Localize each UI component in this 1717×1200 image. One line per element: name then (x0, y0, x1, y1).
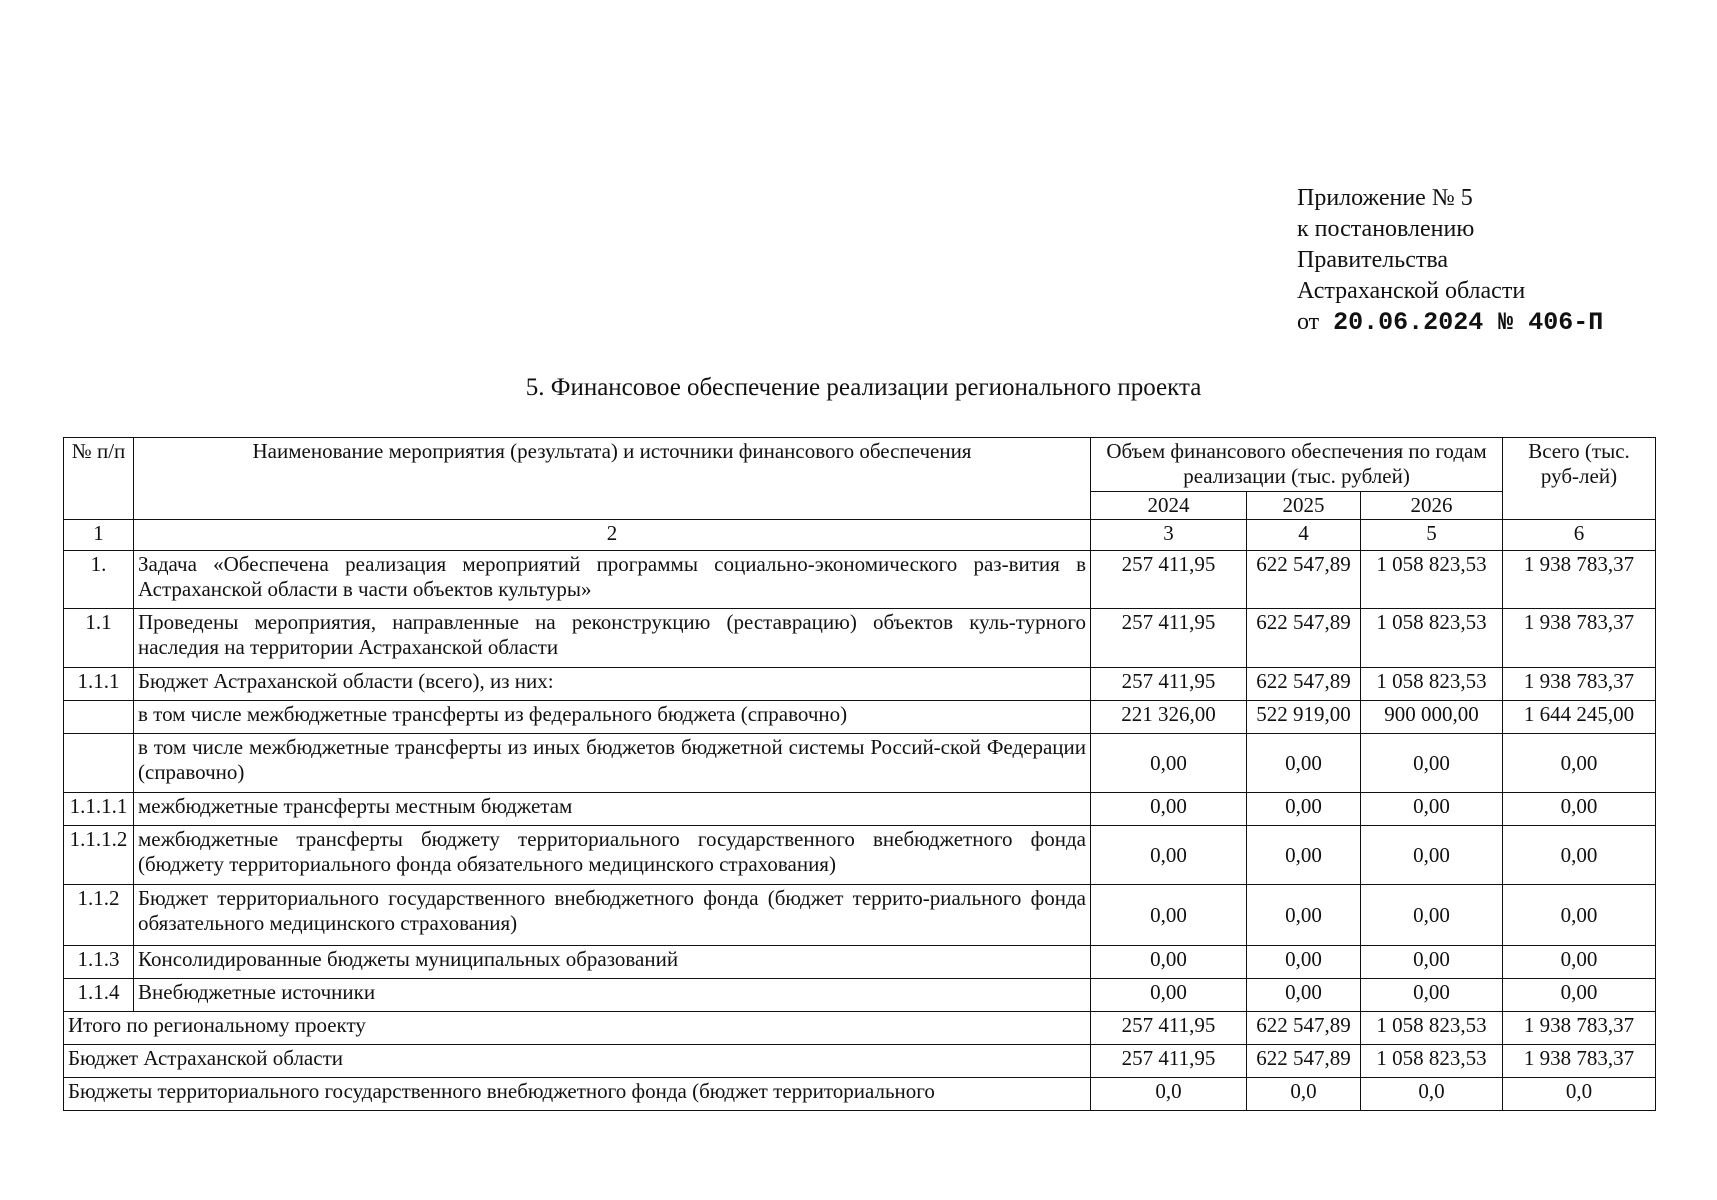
row-value-2024: 0,00 (1091, 793, 1247, 826)
row-value-2025: 0,00 (1247, 885, 1361, 946)
col-number-6: 6 (1503, 520, 1656, 551)
row-value-total: 0,00 (1503, 885, 1656, 946)
row-value-2025: 622 547,89 (1247, 609, 1361, 668)
row-name: Бюджет территориального государственного внебюджетного фонда (бюджет террито-риального фонда обязательного медицинского страхования) (134, 885, 1091, 946)
summary-value-2026: 1 058 823,53 (1361, 1012, 1503, 1045)
summary-value-total: 1 938 783,37 (1503, 1045, 1656, 1078)
table-row (64, 609, 1656, 668)
row-num: 1. (64, 551, 134, 609)
summary-name: Итого по региональному проекту (64, 1012, 1091, 1045)
row-num: 1.1.1.2 (64, 826, 134, 885)
row-value-total: 0,00 (1503, 734, 1656, 793)
row-value-total: 1 938 783,37 (1503, 551, 1656, 609)
row-value-2024: 0,00 (1091, 885, 1247, 946)
row-name: Консолидированные бюджеты муниципальных образований (134, 946, 1091, 979)
row-value-2026: 0,00 (1361, 979, 1503, 1012)
row-num (64, 701, 134, 734)
table-row (64, 793, 1656, 826)
row-name: межбюджетные трансферты местным бюджетам (134, 793, 1091, 826)
row-value-2025: 0,00 (1247, 734, 1361, 793)
row-value-2026: 0,00 (1361, 826, 1503, 885)
summary-value-2026: 1 058 823,53 (1361, 1045, 1503, 1078)
row-value-2026: 0,00 (1361, 793, 1503, 826)
summary-name: Бюджет Астраханской области (64, 1045, 1091, 1078)
header-total: Всего (тыс. руб-лей) (1503, 438, 1656, 520)
table-row (64, 826, 1656, 885)
table-row (64, 734, 1656, 793)
summary-value-2025: 622 547,89 (1247, 1012, 1361, 1045)
row-name: Проведены мероприятия, направленные на реконструкцию (реставрацию) объектов куль-турного наследия на территории Астраханской области (134, 609, 1091, 668)
row-value-total: 1 644 245,00 (1503, 701, 1656, 734)
col-number-2: 2 (134, 520, 1091, 551)
summary-value-2024: 257 411,95 (1091, 1045, 1247, 1078)
col-number-5: 5 (1361, 520, 1503, 551)
summary-row (64, 1012, 1656, 1045)
row-value-2026: 900 000,00 (1361, 701, 1503, 734)
row-value-total: 0,00 (1503, 826, 1656, 885)
col-number-3: 3 (1091, 520, 1247, 551)
row-value-2025: 0,00 (1247, 946, 1361, 979)
section-title: 5. Финансовое обеспечение реализации регионального проекта (525, 374, 1202, 401)
row-num: 1.1.1.1 (64, 793, 134, 826)
appendix-date-line (1297, 307, 1603, 338)
summary-value-2024: 257 411,95 (1091, 1012, 1247, 1045)
row-value-2026: 1 058 823,53 (1361, 668, 1503, 701)
row-value-2025: 0,00 (1247, 826, 1361, 885)
row-value-2025: 622 547,89 (1247, 668, 1361, 701)
row-value-2024: 0,00 (1091, 946, 1247, 979)
row-value-2025: 0,00 (1247, 793, 1361, 826)
row-value-2026: 1 058 823,53 (1361, 551, 1503, 609)
table-row (64, 946, 1656, 979)
row-name: Внебюджетные источники (134, 979, 1091, 1012)
header-name: Наименование мероприятия (результата) и источники финансового обеспечения (134, 438, 1091, 520)
table-row (64, 885, 1656, 946)
row-num: 1.1.1 (64, 668, 134, 701)
table-row (64, 701, 1656, 734)
table-row (64, 668, 1656, 701)
row-value-total: 0,00 (1503, 979, 1656, 1012)
header-year-2025: 2025 (1247, 492, 1361, 520)
summary-value-total: 1 938 783,37 (1503, 1012, 1656, 1045)
appendix-line-1: Приложение № 5 (1297, 185, 1473, 211)
row-value-2024: 0,00 (1091, 979, 1247, 1012)
appendix-stamp (1297, 183, 1603, 338)
row-value-2025: 522 919,00 (1247, 701, 1361, 734)
summary-value-2025: 0,0 (1247, 1078, 1361, 1111)
summary-value-2024: 0,0 (1091, 1078, 1247, 1111)
row-num (64, 734, 134, 793)
row-value-total: 1 938 783,37 (1503, 668, 1656, 701)
row-num: 1.1.2 (64, 885, 134, 946)
row-name: межбюджетные трансферты бюджету территориального государственного внебюджетного фонда (бюджету территориального фонда обязательного медицинского страхования) (134, 826, 1091, 885)
row-value-2026: 0,00 (1361, 885, 1503, 946)
row-name: Бюджет Астраханской области (всего), из них: (134, 668, 1091, 701)
row-num: 1.1 (64, 609, 134, 668)
financing-table (63, 437, 1656, 1111)
summary-value-2026: 0,0 (1361, 1078, 1503, 1111)
appendix-line-2: к постановлению (1297, 216, 1475, 242)
row-num: 1.1.4 (64, 979, 134, 1012)
col-number-1: 1 (64, 520, 134, 551)
summary-row (64, 1078, 1656, 1111)
summary-row (64, 1045, 1656, 1078)
row-name: в том числе межбюджетные трансферты из иных бюджетов бюджетной системы Россий-ской Федерации (справочно) (134, 734, 1091, 793)
summary-value-2025: 622 547,89 (1247, 1045, 1361, 1078)
col-number-4: 4 (1247, 520, 1361, 551)
row-value-2025: 622 547,89 (1247, 551, 1361, 609)
row-value-2024: 221 326,00 (1091, 701, 1247, 734)
appendix-line-4: Астраханской области (1297, 278, 1526, 304)
row-value-2024: 257 411,95 (1091, 609, 1247, 668)
row-value-total: 1 938 783,37 (1503, 609, 1656, 668)
row-value-total: 0,00 (1503, 793, 1656, 826)
row-value-2025: 0,00 (1247, 979, 1361, 1012)
appendix-date-prefix: от (1297, 309, 1320, 335)
header-year-2024: 2024 (1091, 492, 1247, 520)
header-year-2026: 2026 (1361, 492, 1503, 520)
row-value-2026: 0,00 (1361, 946, 1503, 979)
header-volume: Объем финансового обеспечения по годам реализации (тыс. рублей) (1091, 438, 1503, 492)
row-value-2024: 0,00 (1091, 826, 1247, 885)
row-value-2024: 257 411,95 (1091, 668, 1247, 701)
summary-name: Бюджеты территориального государственного внебюджетного фонда (бюджет территориального (64, 1078, 1091, 1111)
row-name: в том числе межбюджетные трансферты из федерального бюджета (справочно) (134, 701, 1091, 734)
row-value-2026: 0,00 (1361, 734, 1503, 793)
table-row (64, 551, 1656, 609)
row-value-2024: 0,00 (1091, 734, 1247, 793)
row-value-total: 0,00 (1503, 946, 1656, 979)
header-num: № п/п (64, 438, 134, 520)
appendix-date-value: 20.06.2024 № 406-П (1333, 308, 1604, 337)
summary-value-total: 0,0 (1503, 1078, 1656, 1111)
row-name: Задача «Обеспечена реализация мероприятий программы социально-экономического раз-вития в Астраханской области в части объектов культуры» (134, 551, 1091, 609)
row-value-2024: 257 411,95 (1091, 551, 1247, 609)
row-num: 1.1.3 (64, 946, 134, 979)
row-value-2026: 1 058 823,53 (1361, 609, 1503, 668)
appendix-line-3: Правительства (1297, 247, 1449, 273)
table-row (64, 979, 1656, 1012)
